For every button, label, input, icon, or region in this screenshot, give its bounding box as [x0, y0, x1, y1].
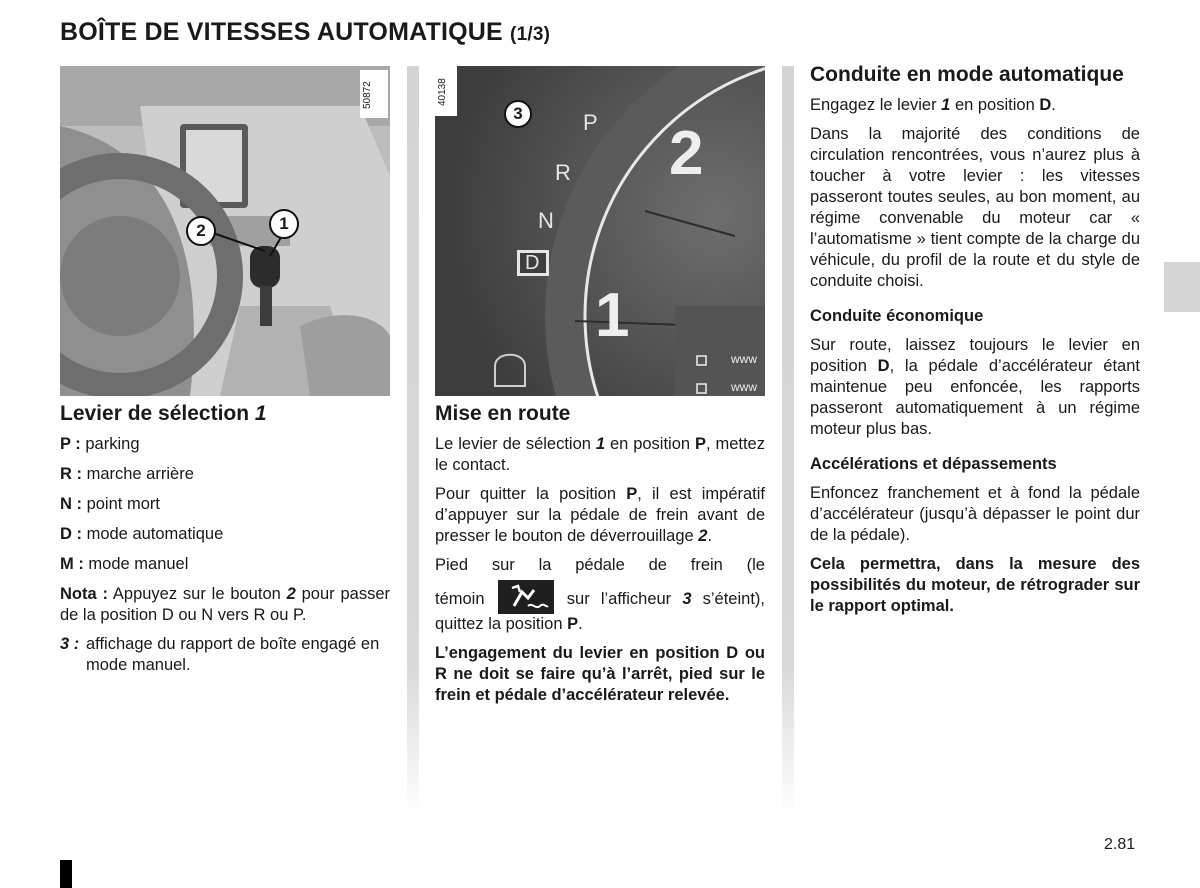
- heading-starting: Mise en route: [435, 402, 571, 425]
- subheading-economic: Conduite économique: [810, 307, 984, 325]
- column-divider-left: [407, 66, 419, 816]
- def-manual: M : mode manuel: [60, 555, 189, 573]
- figure-code-left: 50872: [362, 81, 373, 109]
- economic-paragraph: Sur route, laissez toujours le levier en position D, la pédale d’accélérateur étant maintenue peu enfoncée, les rapports passeront automatiquement à un régime moteur plus bas.: [810, 336, 1140, 438]
- starting-warning: L’engagement du levier en position D ou R ne doit se faire qu’à l’arrêt, pied sur le frein et pédale d’accélérateur relevée.: [435, 644, 765, 704]
- page-title: BOÎTE DE VITESSES AUTOMATIQUE (1/3): [60, 18, 551, 46]
- gear-label-d: D: [525, 252, 540, 274]
- auto-paragraph-2: Dans la majorité des conditions de circulation rencontrées, vous n’aurez plus à toucher à votre levier : les vitesses passeront toutes seules, au bon moment, au régime convenable du moteur car « l’automatisme » tient compte de la charge du véhicule, du profil de la route et du style de conduite choisi.: [810, 125, 1140, 290]
- page-edge-mark: [60, 860, 72, 888]
- nota-paragraph: Nota : Appuyez sur le bouton 2 pour passer de la position D ou N vers R ou P.: [60, 585, 391, 624]
- section-thumb-tab: [1164, 262, 1200, 312]
- figure-gear-lever: [60, 66, 390, 396]
- auto-paragraph-1: Engagez le levier 1 en position D.: [810, 96, 1056, 114]
- acceleration-result: Cela permettra, dans la mesure des possibilités du moteur, de rétrograder sur le rapport optimal.: [810, 555, 1140, 615]
- page-number: 2.81: [1104, 836, 1136, 853]
- gauge-number-2: 2: [669, 119, 704, 188]
- gear-label-p: P: [583, 110, 598, 135]
- column-gear-selector: [60, 401, 390, 676]
- acceleration-paragraph: Enfoncez franchement et à fond la pédale d’accélérateur (jusqu’à dépasser le point dur de la pédale).: [810, 484, 1140, 544]
- def-neutral: N : point mort: [60, 495, 160, 513]
- column-automatic-mode: [810, 62, 1140, 625]
- screen-text-2: www: [731, 380, 757, 394]
- callout-3: 3: [504, 100, 532, 128]
- starting-paragraph-2: Pour quitter la position P, il est impératif d’appuyer sur la pédale de frein avant de presser le bouton de déverrouillage 2.: [435, 485, 765, 545]
- figure-code-middle: 40138: [437, 78, 448, 106]
- figure-instrument-cluster: [435, 66, 765, 396]
- gauge-number-1: 1: [595, 281, 630, 350]
- heading-gear-selector: Levier de sélection 1: [60, 402, 267, 425]
- gear-label-r: R: [555, 160, 571, 185]
- gear-label-n: N: [538, 208, 554, 233]
- note-display-3: 3 : affichage du rapport de boîte engagé en mode manuel.: [60, 635, 380, 674]
- def-reverse: R : marche arrière: [60, 465, 194, 483]
- gear-lever-illustration: [60, 66, 390, 396]
- screen-text-1: www: [731, 352, 757, 366]
- starting-paragraph-3b: témoin sur l’afficheur 3 s’éteint), quittez la position P.: [435, 580, 765, 635]
- heading-automatic-mode: Conduite en mode automatique: [810, 63, 1124, 86]
- column-starting: [435, 401, 765, 714]
- column-divider-right: [782, 66, 794, 816]
- def-drive: D : mode automatique: [60, 525, 224, 543]
- callout-2: 2: [186, 216, 216, 246]
- brake-pedal-warning-icon: [498, 580, 554, 614]
- callout-1: 1: [269, 209, 299, 239]
- starting-paragraph-1: Le levier de sélection 1 en position P, mettez le contact.: [435, 435, 765, 474]
- subheading-acceleration: Accélérations et dépassements: [810, 455, 1057, 473]
- def-parking: P : parking: [60, 435, 140, 453]
- starting-paragraph-3: Pied sur la pédale de frein (le: [435, 556, 765, 574]
